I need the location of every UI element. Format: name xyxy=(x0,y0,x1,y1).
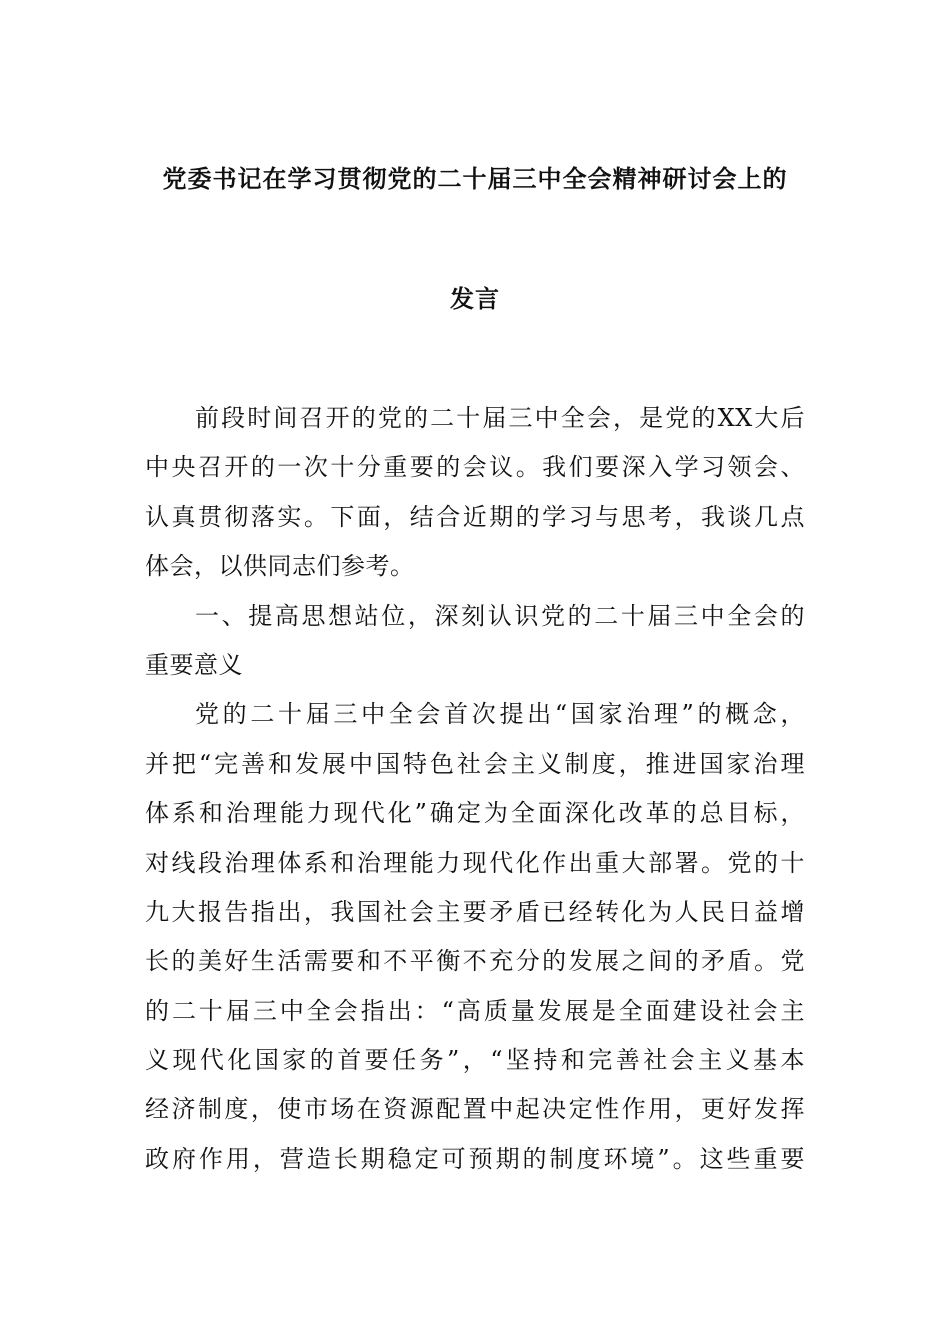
paragraph-2-line: 体系和治理能力现代化”确定为全面深化改革的总目标， xyxy=(145,799,805,828)
paragraph-1-line: 中央召开的一次十分重要的会议。我们要深入学习领会、 xyxy=(145,453,805,482)
paragraph-1-line: 体会，以供同志们参考。 xyxy=(145,552,415,581)
paragraph-1-line: 前段时间召开的党的二十届三中全会，是党的XX大后 xyxy=(195,404,805,432)
paragraph-1-line: 认真贯彻落实。下面，结合近期的学习与思考，我谈几点 xyxy=(145,502,805,531)
paragraph-2-line: 对线段治理体系和治理能力现代化作出重大部署。党的十 xyxy=(145,848,805,877)
paragraph-2-line: 九大报告指出，我国社会主要矛盾已经转化为人民日益增 xyxy=(145,897,805,926)
paragraph-2-line: 政府作用，营造长期稳定可预期的制度环境”。这些重要 xyxy=(145,1144,805,1173)
paragraph-2-line: 经济制度，使市场在资源配置中起决定性作用，更好发挥 xyxy=(145,1095,805,1124)
section-heading-line: 一、提高思想站位，深刻认识党的二十届三中全会的 xyxy=(195,601,805,630)
paragraph-2-line: 党的二十届三中全会首次提出“国家治理”的概念， xyxy=(195,700,805,729)
paragraph-2-line: 并把“完善和发展中国特色社会主义制度，推进国家治理 xyxy=(145,749,805,778)
section-heading-line: 重要意义 xyxy=(145,650,243,679)
paragraph-2-line: 长的美好生活需要和不平衡不充分的发展之间的矛盾。党 xyxy=(145,947,805,976)
document-title-line-1: 党委书记在学习贯彻党的二十届三中全会精神研讨会上的 xyxy=(162,165,788,193)
document-body xyxy=(145,394,805,1184)
paragraph-2-line: 义现代化国家的首要任务”，“坚持和完善社会主义基本 xyxy=(145,1046,805,1075)
paragraph-2-line: 的二十届三中全会指出：“高质量发展是全面建设社会主 xyxy=(145,996,805,1025)
document-title-line-2: 发言 xyxy=(450,285,500,313)
